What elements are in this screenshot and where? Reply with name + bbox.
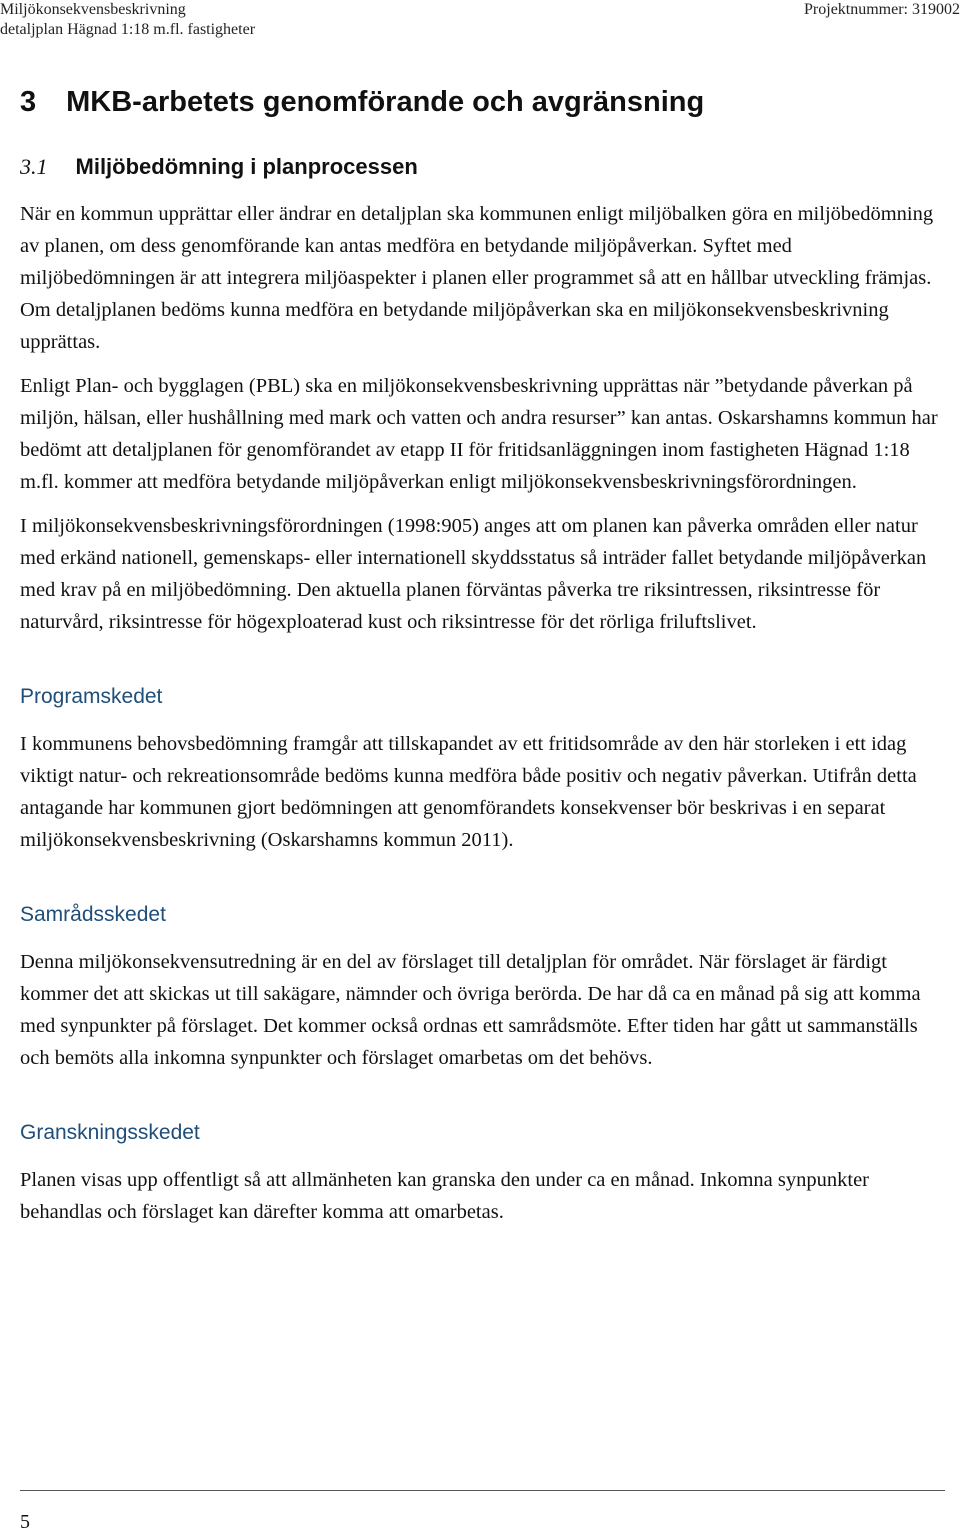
document-title: Miljökonsekvensbeskrivning <box>0 1 186 18</box>
subsection-title: Miljöbedömning i planprocessen <box>75 154 418 179</box>
header-left <box>0 0 255 40</box>
stage-paragraph: Planen visas upp offentligt så att allmänheten kan granska den under ca en månad. Inkomna synpunkter behandlas och förslaget kan därefter komma att omarbetas. <box>20 1169 869 1223</box>
body-paragraph: I miljökonsekvensbeskrivningsförordningen (1998:905) anges att om planen kan påverka områden eller natur med erkänd nationell, gemenskaps- eller internationell skyddsstatus så inträder fallet betydande miljöpåverkan med krav på en miljöbedömning. Den aktuella planen förväntas påverka tre riksintressen, riksintresse för naturvård, riksintresse för högexploaterad kust och riksintresse för det rörliga friluftslivet. <box>20 515 927 633</box>
subsection-heading <box>20 152 940 182</box>
document-subtitle: detaljplan Hägnad 1:18 m.fl. fastigheter <box>0 21 256 38</box>
page-header <box>0 0 960 44</box>
stage-heading-samradsskedet: Samrådsskedet <box>20 903 166 926</box>
stage-paragraph: Denna miljökonsekvensutredning är en del av förslaget till detaljplan för området. När förslaget är färdigt kommer det att skickas ut till sakägare, nämnder och övriga berörda. De har då ca en månad på sig att komma med synpunkter på förslaget. Det kommer också ordnas ett samrådsmöte. Efter tiden har gått ut sammanställs och bemöts alla inkomna synpunkter och förslaget omarbetas om det behövs. <box>20 951 921 1069</box>
section-heading <box>20 82 940 122</box>
stage-paragraph: I kommunens behovsbedömning framgår att tillskapandet av ett fritidsområde av den här storleken i ett idag viktigt natur- och rekreationsområde bedöms kunna medföra både positiv och negativ påverkan. Utifrån detta antagande har kommunen gjort bedömningen att genomförandets konsekvenser bör beskrivas i en separat miljökonsekvensbeskrivning (Oskarshamns kommun 2011). <box>20 733 917 851</box>
stage-heading-granskningsskedet: Granskningsskedet <box>20 1121 200 1144</box>
page-number: 5 <box>20 1511 30 1533</box>
section-number: 3 <box>20 86 37 118</box>
project-number: Projektnummer: 319002 <box>804 1 960 18</box>
stage-heading-programskedet: Programskedet <box>20 685 163 708</box>
subsection-number: 3.1 <box>20 154 48 179</box>
section-title: MKB-arbetets genomförande och avgränsning <box>66 86 705 118</box>
document-body <box>20 82 940 1240</box>
footer-divider <box>20 1490 945 1491</box>
body-paragraph: Enligt Plan- och bygglagen (PBL) ska en miljökonsekvensbeskrivning upprättas när ”betydande påverkan på miljön, hälsan, eller hushållning med mark och vatten och andra resurser” kan antas. Oskarshamns kommun har bedömt att detaljplanen för genomförandet av etapp II för fritidsanläggningen inom fastigheten Hägnad 1:18 m.fl. kommer att medföra betydande miljöpåverkan enligt miljökonsekvensbeskrivningsförordningen. <box>20 375 938 493</box>
body-paragraph: När en kommun upprättar eller ändrar en detaljplan ska kommunen enligt miljöbalken göra en miljöbedömning av planen, om dess genomförande kan antas medföra en betydande miljöpåverkan. Syftet med miljöbedömningen är att integrera miljöaspekter i planen eller programmet så att en hållbar utveckling främjas. Om detaljplanen bedöms kunna medföra en betydande miljöpåverkan ska en miljökonsekvensbeskrivning upprättas. <box>20 203 934 353</box>
